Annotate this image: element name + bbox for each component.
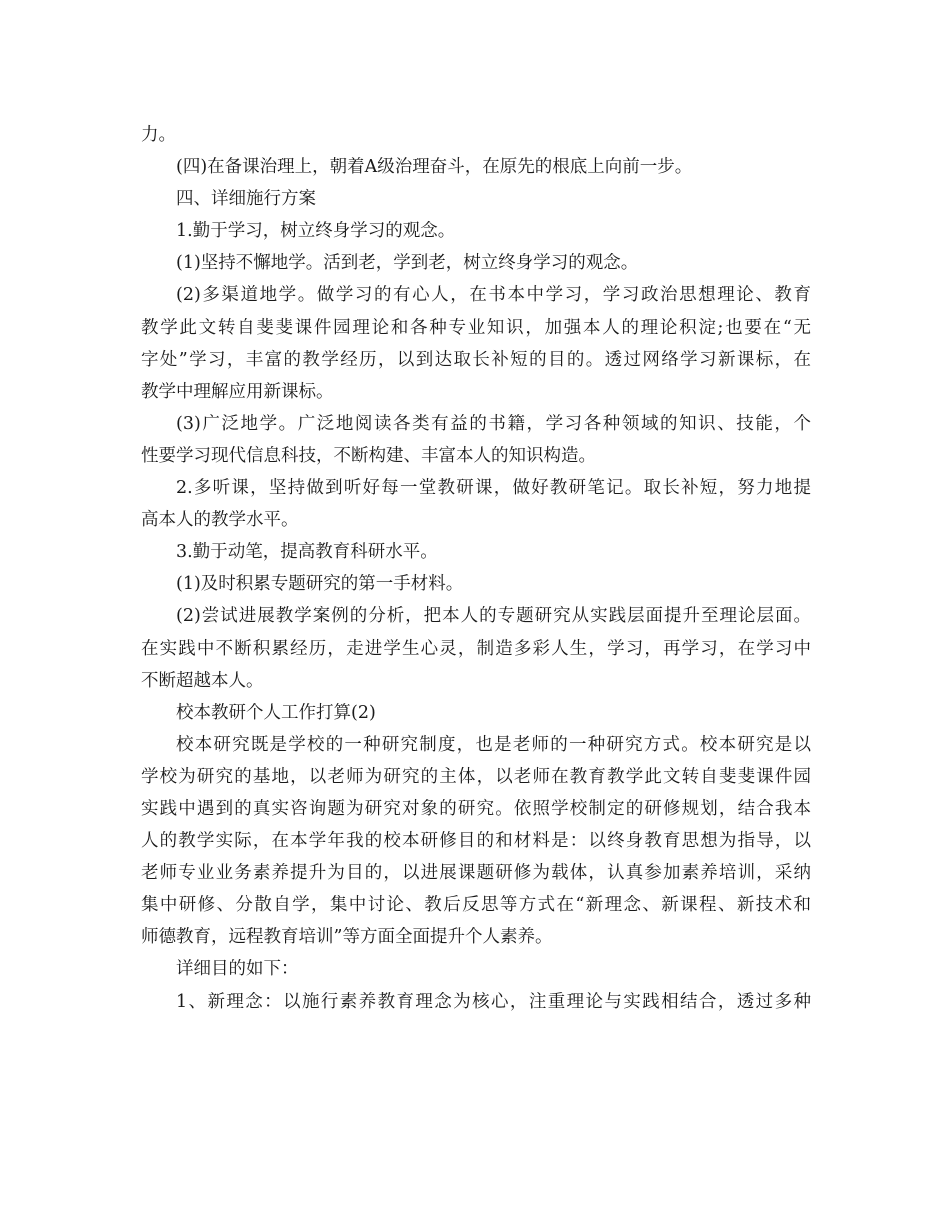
text-line: (2)尝试进展教学案例的分析，把本人的专题研究从实践层面提升至理论层面。 [176, 606, 811, 627]
text-line: 不断超越本人。 [141, 670, 264, 691]
text-line: 1.勤于学习，树立终身学习的观念。 [176, 221, 456, 242]
text-line: 老师专业业务素养提升为目的，以进展课题研修为载体，认真参加素养培训，采纳 [141, 863, 811, 884]
text-line: (四)在备课治理上，朝着A级治理奋斗，在原先的根底上向前一步。 [176, 157, 693, 178]
text-line: 在实践中不断积累经历，走进学生心灵，制造多彩人生，学习，再学习，在学习中 [141, 638, 811, 659]
text-line: 四、详细施行方案 [176, 189, 316, 210]
text-line: (1)及时积累专题研究的第一手材料。 [176, 574, 464, 595]
text-line: 字处”学习，丰富的教学经历，以到达取长补短的目的。透过网络学习新课标，在 [141, 349, 811, 370]
text-line: 高本人的教学水平。 [141, 510, 299, 531]
text-line: 实践中遇到的真实咨询题为研究对象的研究。依照学校制定的研修规划，结合我本 [141, 798, 811, 819]
text-line: 学校为研究的基地，以老师为研究的主体，以老师在教育教学此文转自斐斐课件园 [141, 766, 811, 787]
text-line: 1、新理念：以施行素养教育理念为核心，注重理论与实践相结合，透过多种 [176, 991, 811, 1012]
text-line: (2)多渠道地学。做学习的有心人，在书本中学习，学习政治思想理论、教育 [176, 285, 811, 306]
text-line: 校本教研个人工作打算(2) [176, 702, 376, 723]
text-line: 校本研究既是学校的一种研究制度，也是老师的一种研究方式。校本研究是以 [176, 734, 811, 755]
text-line: 教学中理解应用新课标。 [141, 381, 334, 402]
text-line: 详细目的如下： [176, 959, 299, 980]
text-line: 教学此文转自斐斐课件园理论和各种专业知识，加强本人的理论积淀;也要在“无 [141, 317, 811, 338]
text-line: 人的教学实际，在本学年我的校本研修目的和材料是：以终身教育思想为指导，以 [141, 831, 811, 852]
text-line: 力。 [141, 125, 176, 145]
text-line: 性要学习现代信息科技，不断构建、丰富本人的知识构造。 [141, 445, 596, 466]
text-line: 集中研修、分散自学，集中讨论、教后反思等方式在“新理念、新课程、新技术和 [141, 895, 811, 916]
text-line: 师德教育，远程教育培训”等方面全面提升个人素养。 [141, 927, 553, 948]
text-line: (3)广泛地学。广泛地阅读各类有益的书籍，学习各种领域的知识、技能，个 [176, 413, 811, 434]
text-line: (1)坚持不懈地学。活到老，学到老，树立终身学习的观念。 [176, 253, 639, 274]
document-body [141, 119, 811, 1018]
text-line: 3.勤于动笔，提高教育科研水平。 [176, 542, 438, 563]
text-line: 2.多听课，坚持做到听好每一堂教研课，做好教研笔记。取长补短，努力地提 [176, 478, 811, 499]
